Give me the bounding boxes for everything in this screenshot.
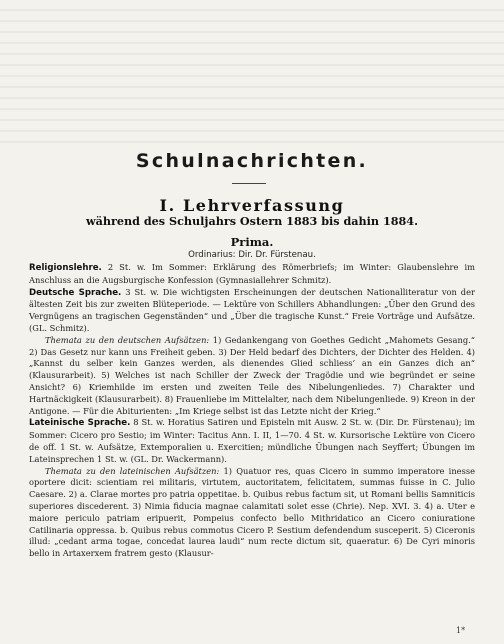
themata-lead: Themata zu den deutschen Aufsätzen:: [45, 334, 210, 345]
paragraph-deutsch: [29, 287, 475, 335]
title-divider: [232, 183, 266, 184]
paragraph-text: 3 St. w. Die wichtigsten Erscheinungen der deutschen Nationalliteratur von der ältesten Zeit bis zur zweiten Blüteperiode. — Lektüre von Schillers Abhandlungen: „Über den Grund des Vergnügens an tragischen Gegenständen“ und „Über die tragische Kunst.“ Freie Vorträge und Aufsätze. (GL. Schmitz).: [29, 286, 475, 333]
section-title: I. Lehrverfassung: [159, 196, 345, 215]
paragraph-themata-deutsch: [29, 335, 475, 418]
section-subtitle: während des Schuljahrs Ostern 1883 bis dahin 1884.: [85, 214, 418, 228]
bleed-through-text: [0, 0, 504, 150]
body-text: [29, 262, 475, 560]
paragraph-text: 1) Gedankengang von Goethes Gedicht „Mahomets Gesang.“ 2) Das Gesetz nur kann uns Freiheit geben. 3) Der Held bedarf des Dichters, der Dichter des Helden. 4) „Kannst du selber kein Ganzes werden, als dienendes Glied schliess’ an ein Ganzes dich an“ (Klausurarbeit). 5) Welches ist nach Schiller der Zweck der Tragödie und wie begründet er seine Ansicht? 6) Kriemhilde im ersten und zweiten Teile des Nibelungenliedes. 7) Charakter und Hartnäckigkeit (Klausurarbeit). 8) Frauenliebe im Mittelalter, nach dem Nibelungenliede. 9) Kreon in der Antigone. — Für die Abiturienten: „Im Kriege selbst ist das Letzte nicht der Krieg.“: [29, 334, 476, 416]
themata-lead: Themata zu den lateinischen Aufsätzen:: [45, 465, 220, 476]
class-heading: Prima.: [230, 235, 274, 249]
paragraph-text: 1) Quatuor res, quas Cicero in summo imperatore inesse oportere dicit: scientiam rei militaris, virtutem, auctoritatem, felicitatem, summas fuisse in C. Julio Caesare. 2) a. Clarae mortes pro patria oppetitae. b. Quibus rebus factum sit, ut Romani bellis Samniticis superiores discederent. 3) Nimia fiducia magnae calamitati solet esse (Chrie). Nep. XVI. 3. 4) a. Uter e maiore periculo patriam eripuerit, Pompeius confecto bello Mithridatico an Cicero coniuratione Catilinaria oppressa. b. Quibus rebus commotus Cicero P. Sestium defendendum susceperit. 5) Ciceronis illud: „cedant arma togae, concedat laurea laudi“ num recte dictum sit, quaeratur. 6) De Cyri minoris bello in Artaxerxem fratrem gesto (Klausur-: [29, 465, 475, 559]
paragraph-religion: [29, 262, 475, 287]
page-title: Schulnachrichten.: [135, 150, 369, 172]
ordinarius-line: Ordinarius: Dir. Dr. Fürstenau.: [188, 250, 316, 260]
paragraph-text: 2 St. w. Im Sommer: Erklärung des Römerbriefs; im Winter: Glaubenslehre im Anschluss an die Augsburgische Konfession (Gymnasiallehrer Schmitz).: [29, 262, 475, 285]
subject-heading: Deutsche Sprache.: [29, 287, 122, 298]
signature-mark: 1*: [456, 626, 466, 635]
subject-heading: Lateinische Sprache.: [29, 418, 131, 429]
paragraph-text: 8 St. w. Horatius Satiren und Episteln mit Ausw. 2 St. w. (Dir. Dr. Fürstenau); im Sommer: Cicero pro Sestio; im Winter: Tacitus Ann. I. II, 1—70. 4 St. w. Kursorische Lektüre von Cicero de off. 1 St. w. Aufsätze, Extemporalien u. Exercitien; mündliche Übungen nach Seyffert; Übungen im Lateinsprechen 1 St. w. (GL. Dr. Wackermann).: [29, 417, 475, 464]
paragraph-latein: [29, 417, 475, 465]
subject-heading: Religionslehre.: [29, 263, 102, 273]
paragraph-themata-latein: [29, 466, 475, 560]
